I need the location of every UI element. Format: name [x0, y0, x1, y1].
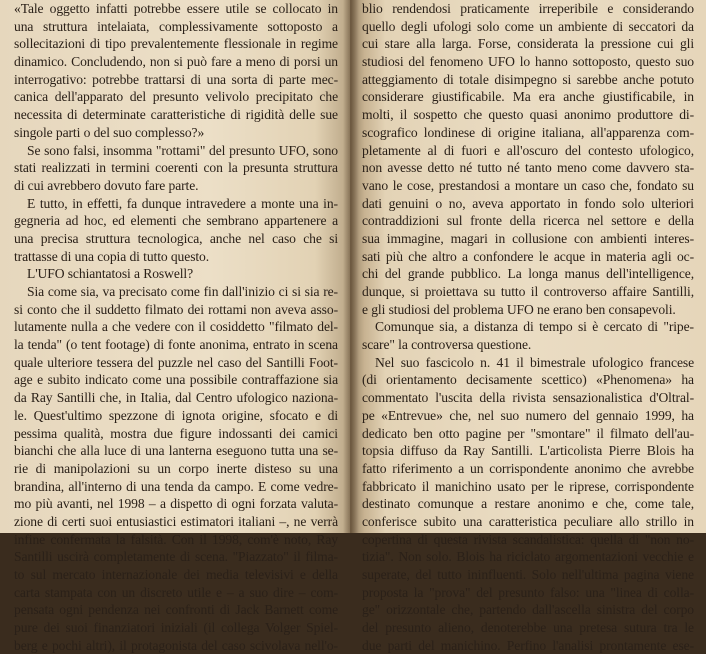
right-page-text-line: molti, il sospetto che questo quasi anonimo produttore di- [362, 107, 694, 123]
right-page-text-line: topsia diffuso da Ray Santilli. L'articolista Pierre Blois ha [362, 443, 694, 459]
right-page-text-line: vano le cose, prestandosi a montare un caso che, fondato su [362, 177, 694, 193]
right-page-text-line: superate, del tutto ininfluenti. Solo nell'ultima pagina viene [362, 567, 694, 582]
left-page-text-line: infine confermata la falsità. Con il 1998, com'è noto, Ray [14, 531, 338, 547]
right-page-text-line: destinato comunque a restare anonimo e che, come tale, [362, 496, 694, 512]
left-page-text-line: si conto che il suddetto filmato dei rottami non aveva asso- [14, 301, 338, 317]
left-page-text-line: age e subito indicato come una possibile contraffazione sia [14, 372, 338, 388]
right-page-text-line: fabbricato il manichino usato per le riprese, corrispondente [362, 478, 694, 494]
left-page-text-line: Se sono falsi, insomma "rottami" del presunto UFO, sono [27, 142, 338, 158]
left-page-text-line: pure dei suoi finanziatori iniziali (il collega Volger Spiel- [14, 620, 338, 636]
right-page-text-line: quello degli ufologi solo come un ambiente di seccatori da [362, 18, 694, 34]
right-page-text-line: Comunque sia, a distanza di tempo si è cercato di "ripe- [375, 319, 694, 335]
left-page-text-line: «Tale oggetto infatti potrebbe essere utile se collocato in [14, 1, 338, 16]
left-page-text-line: to sul mercato internazionale dei media televisivi e della [14, 567, 338, 582]
right-page-text-line: pletamente al di fuori e all'oscuro del contesto ufologico, [362, 142, 694, 158]
left-page-text-line: lutamente nulla a che vedere con il cosiddetto "filmato del- [14, 319, 338, 335]
right-page-text-line: sati più che altro a confondere le acque in materia agli oc- [362, 248, 694, 264]
right-page-text-line: conferisce subito una caratteristica peculiare allo strillo in [362, 513, 694, 529]
left-page-text-line: L'UFO schiantatosi a Roswell? [27, 266, 194, 282]
left-page-text-line: necessita di determinate caratteristiche di rigidità delle sue [14, 107, 338, 123]
left-page-text-line: E tutto, in effetti, fa dunque intravedere a monte una in- [27, 195, 338, 211]
right-page-text-line: contraddizioni sul fronte della ricerca nel settore e della [362, 213, 694, 229]
left-page-text-line: interrogativo: potrebbe trattarsi di una sorta di parte mec- [14, 71, 338, 87]
left-page-text-line: le. Quest'ultimo spezzone di ignota origine, sfocato e di [14, 407, 338, 423]
right-page-text-line: due parti del manichino. Perfino l'analisi prontamente ese- [362, 637, 694, 653]
right-page [350, 0, 706, 653]
right-page-text-column [362, 0, 694, 654]
left-page [0, 0, 350, 653]
right-page-text-line: commentato l'uscita della rivista sensazionalistica d'Oltral- [362, 390, 694, 406]
right-page-text-line: proposta la "prova" del presunto falso: una "linea di colla- [362, 584, 694, 600]
right-page-text-line: cui stare alla larga. Forse, considerata la pressione cui gli [362, 36, 694, 52]
left-page-text-line: zione di certi suoi entusiastici estimatori italiani –, ne verrà [14, 513, 338, 529]
left-page-text-line: sollecitazioni di tipo prevalentemente flessionale in regime [14, 36, 338, 52]
left-page-text-line: stati realizzati in termini coerenti con la presunta struttura [14, 160, 338, 176]
left-page-text-line: pensata ogni pendenza nei confronti di Jack Barnett come [14, 602, 338, 618]
right-page-text-line: dunque, si proiettava su tutto il controverso affaire Santilli, [362, 284, 694, 299]
left-page-text-line: dinamico. Concludendo, non si può fare a meno di porsi un [14, 54, 338, 70]
right-page-text-line: considerare giustificabile. Ma era anche giustificabile, in [362, 89, 694, 105]
left-page-text-line: bianchi che alla luce di una lanterna eseguono tutta una se- [14, 443, 338, 459]
left-page-text-line: mo più avanti, nel 1998 – a dispetto di ogni forzata valuta- [14, 496, 338, 512]
left-page-text-line: una precisa struttura tecnologica, anche nel caso che si [14, 230, 338, 246]
right-page-text-line: pe «Entrevue» che, nel suo numero del gennaio 1999, ha [362, 407, 694, 423]
left-page-text-line: pessima qualità, mostra due figure indossanti dei camici [14, 425, 338, 441]
left-page-text-line: Santilli uscirà completamente di scena. "Piazzato" il filma- [14, 549, 338, 565]
right-page-text-line: dati genuini o no, aveva apportato in fondo solo ulteriori [362, 195, 694, 211]
right-page-text-line: studiosi del fenomeno UFO lo hanno sottoposto, questo suo [362, 54, 694, 70]
right-page-text-line: (di orientamento decisamente scettico) «Phenomena» ha [362, 372, 694, 388]
left-page-text-line: canica dell'apparato del presunto velivolo precipitato che [14, 89, 338, 105]
right-page-text-line: tizia". Non solo. Blois ha riciclato argomentazioni vecchie e [362, 549, 694, 565]
left-page-text-line: quale ulteriore tessera del puzzle nel caso del Santilli Foot- [14, 354, 338, 370]
left-page-text-line: di cui avrebbero dovuto fare parte. [14, 177, 199, 193]
left-page-text-line: singole parti o del suo complesso?» [14, 124, 205, 140]
right-page-text-line: Nel suo fascicolo n. 41 il bimestrale ufologico francese [375, 354, 694, 370]
right-page-text-line: e gli studiosi del problema UFO ne erano ben consapevoli. [362, 301, 676, 317]
left-page-text-line: una struttura intelaiata, complessivamente sottoposto a [14, 18, 338, 34]
right-page-text-line: scografico londinese di origine italiana, all'apparenza com- [362, 124, 694, 140]
left-page-text-line: carta stampata con un discreto utile e – a suo dire – com- [14, 584, 338, 600]
right-page-text-line: del presunto alieno, denoterebbe una pretesa sutura tra le [362, 620, 694, 636]
left-page-text-line: gegneria ad hoc, ed elementi che sembrano appartenere a [14, 213, 338, 229]
right-page-text-line: chi del grande pubblico. La longa manus dell'intelligence, [362, 266, 694, 282]
right-page-text-line: blio rendendosi praticamente irreperibile e considerando [362, 1, 694, 16]
left-page-text-line: trattasse di una copia di tutto questo. [14, 248, 210, 264]
right-page-text-line: scare" la controversa questione. [362, 337, 532, 353]
left-page-text-line: berg e pochi altri), il protagonista del caso scivolava nell'o- [14, 637, 338, 653]
right-page-text-line: dedicato ben otto pagine per "smontare" il filmato dell'au- [362, 425, 694, 441]
left-page-text-line: la tenda" (o tent footage) di fonte anonima, entrato in scena [14, 337, 338, 353]
left-page-text-column [14, 0, 338, 654]
right-page-text-line: sua immagine, magari in collusione con ambienti interes- [362, 230, 694, 246]
right-page-text-line: copertina di questa rivista scandalistica: quella di "non no- [362, 531, 694, 547]
left-page-text-line: brandina, all'interno di una tenda da campo. E come vedre- [14, 478, 338, 494]
right-page-text-line: atteggiamento di totale disimpegno si sarebbe anche potuto [362, 71, 694, 87]
left-page-text-line: rie di manipolazioni su un corpo inerte disteso su una [14, 460, 338, 476]
left-page-text-line: da Ray Santilli che, in Italia, dal Centro ufologico naziona- [14, 390, 338, 406]
left-page-text-line: Sia come sia, va precisato come fin dall'inizio ci si sia re- [27, 284, 338, 299]
right-page-text-line: non avesse detto né tutto né tanto meno come davvero sta- [362, 160, 694, 176]
right-page-text-line: ge" orizzontale che, partendo dall'ascella sinistra del corpo [362, 602, 694, 618]
right-page-text-line: fatto riferimento a un corrispondente anonimo che avrebbe [362, 460, 694, 476]
